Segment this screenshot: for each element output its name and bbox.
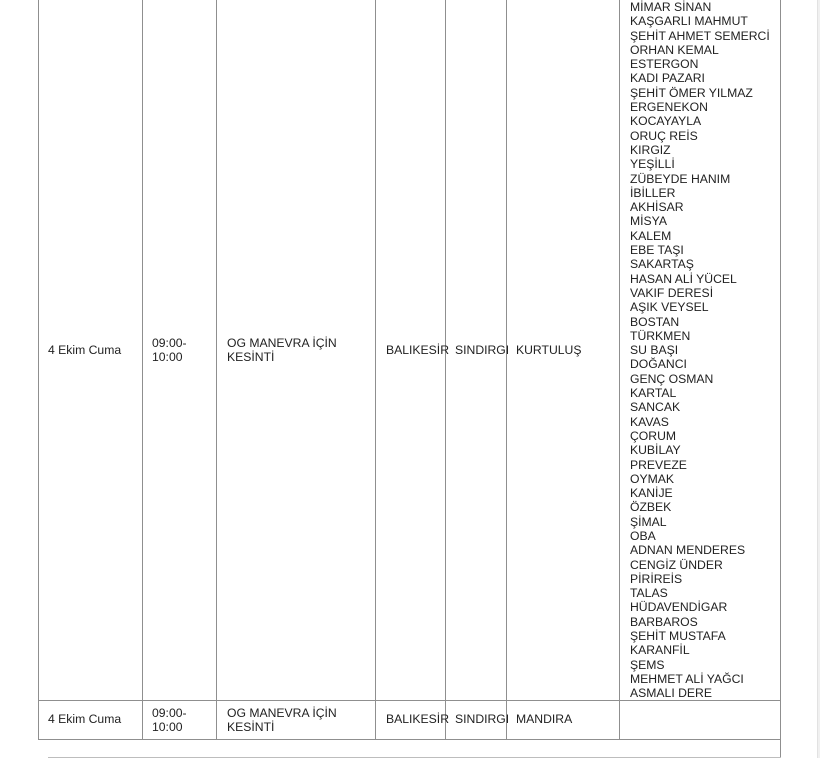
street-item: KADI PAZARI [630,71,705,86]
street-item: KAŞGARLI MAHMUT [630,14,748,29]
date-cell: 4 Ekim Cuma [48,343,122,357]
street-item: ŞEHİT ÖMER YILMAZ [630,85,753,100]
column-divider [445,0,446,740]
street-item: KUBİLAY [630,443,681,458]
street-item: VAKIF DERESİ [630,285,714,300]
street-item: OBA [630,528,656,543]
street-item: ŞEMS [630,657,665,672]
streets-cell [630,0,770,701]
street-item: SU BAŞI [630,343,679,358]
street-item: ŞEHİT AHMET SEMERCİ [630,28,770,43]
date-cell: 4 Ekim Cuma [48,712,122,726]
street-item: AŞIK VEYSEL [630,300,709,315]
street-item: ŞİMAL [630,514,667,529]
street-item: PREVEZE [630,457,687,472]
column-divider [506,0,507,740]
reason-cell: OG MANEVRA İÇİN KESİNTİ [227,336,337,365]
street-item: MİMAR SİNAN [630,0,712,14]
street-item: İBİLLER [630,185,676,200]
street-item: ADNAN MENDERES [630,543,746,558]
street-item: ÖZBEK [630,500,672,515]
street-item: ŞEHİT MUSTAFA [630,629,726,644]
street-item: TÜRKMEN [630,328,691,343]
street-item: DOĞANCI [630,357,687,372]
reason-cell: OG MANEVRA İÇİN KESİNTİ [227,706,337,735]
time-cell: 09:00-10:00 [152,706,187,735]
street-item: ORUÇ REİS [630,128,698,143]
street-item: KARANFİL [630,643,690,658]
street-item: SAKARTAŞ [630,257,694,272]
street-item: ESTERGON [630,57,699,72]
street-item: EBE TAŞI [630,243,684,258]
street-item: TALAS [630,586,668,601]
column-divider [619,0,620,740]
street-item: ERGENEKON [630,100,708,115]
column-divider [216,0,217,740]
column-divider [375,0,376,740]
table-border-left [38,0,39,740]
province-cell: BALIKESİR [386,712,449,726]
neighborhood-cell: KURTULUŞ [516,343,582,357]
street-item: KAVAS [630,414,669,429]
street-item: ZÜBEYDE HANIM [630,171,731,186]
street-item: AKHİSAR [630,200,684,215]
table-border-right [780,0,781,758]
street-item: KIRGIZ [630,142,671,157]
street-item: ORHAN KEMAL [630,42,719,57]
street-item: KOCAYAYLA [630,114,702,129]
time-cell: 09:00-10:00 [152,336,187,365]
street-item: MİSYA [630,214,668,229]
district-cell: SINDIRGI [455,712,510,726]
street-item: KARTAL [630,386,677,401]
street-item: HÜDAVENDİGAR [630,600,728,615]
street-item: SANCAK [630,400,681,415]
street-item: BARBAROS [630,614,698,629]
street-item: GENÇ OSMAN [630,371,714,386]
street-item: HASAN ALİ YÜCEL [630,271,737,286]
street-item: OYMAK [630,471,675,486]
street-item: KANİJE [630,486,673,501]
row-divider [38,739,781,740]
street-item: ASMALI DERE [630,686,712,701]
street-item: MEHMET ALİ YAĞCI [630,671,744,686]
street-item: BOSTAN [630,314,680,329]
neighborhood-cell: MANDIRA [516,712,573,726]
street-item: PİRİREİS [630,571,683,586]
province-cell: BALIKESİR [386,343,449,357]
street-item: YEŞİLLİ [630,157,675,172]
column-divider [142,0,143,740]
street-item: ÇORUM [630,428,677,443]
district-cell: SINDIRGI [455,343,510,357]
street-item: CENGİZ ÜNDER [630,557,723,572]
street-item: KALEM [630,228,672,243]
